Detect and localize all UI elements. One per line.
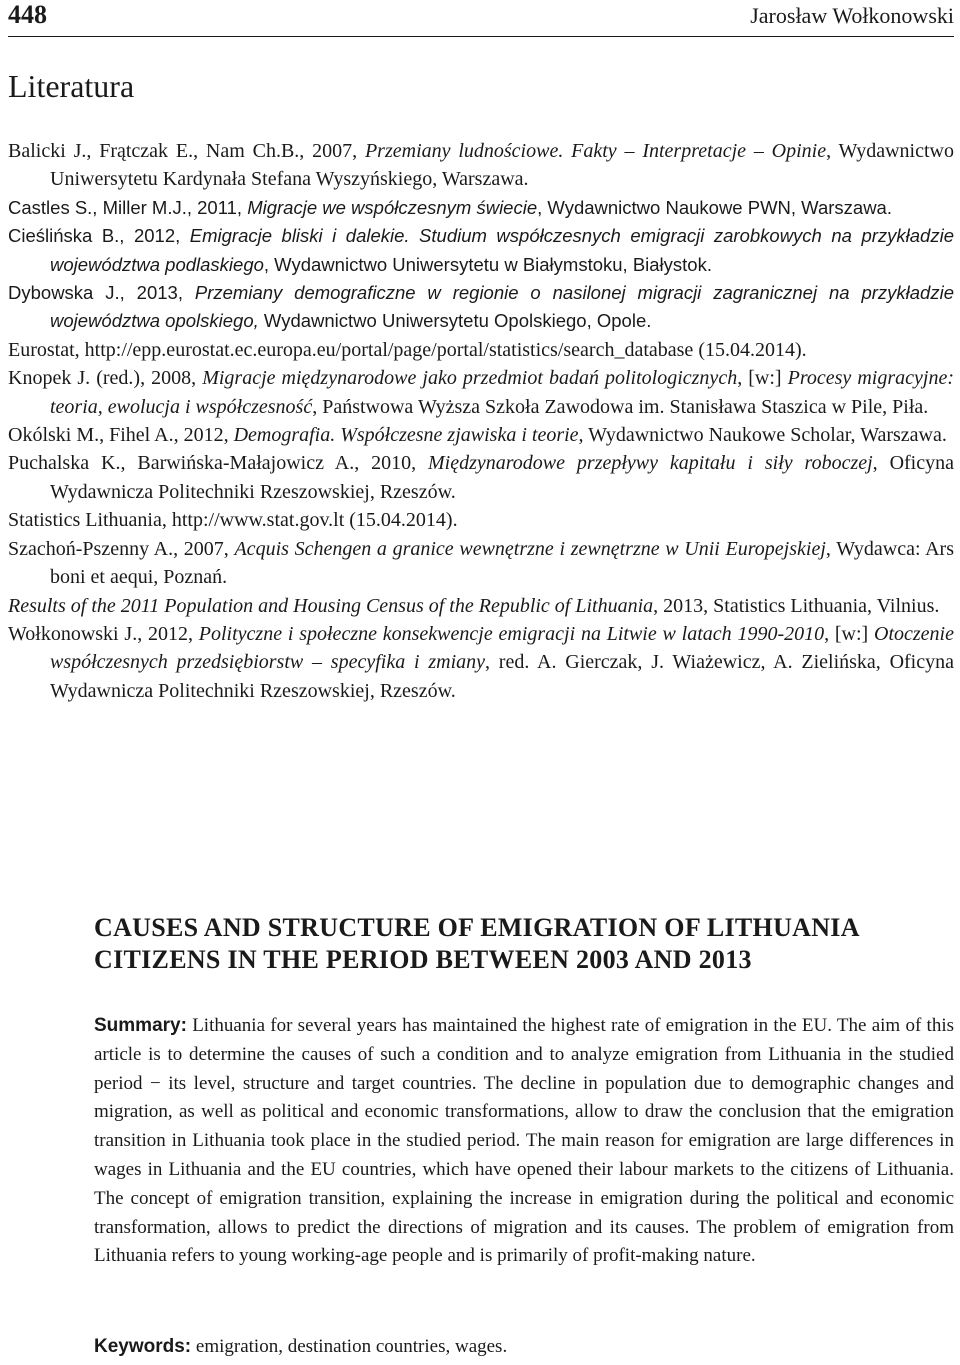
running-head-author: Jarosław Wołkonowski bbox=[750, 3, 954, 28]
summary-label: Summary: bbox=[94, 1015, 187, 1036]
keywords-label: Keywords: bbox=[94, 1336, 192, 1357]
reference-item: Balicki J., Frątczak E., Nam Ch.B., 2007, Przemiany ludnościowe. Fakty – Interpretacje – Opinie, Wydawnictwo Uniwersytetu Kardynała Stefana Wyszyńskiego, Warszawa. bbox=[8, 140, 954, 191]
reference-item: Results of the 2011 Population and Housing Census of the Republic of Lithuania, 2013, Statistics Lithuania, Vilnius. bbox=[8, 594, 940, 617]
reference-item: Eurostat, http://epp.eurostat.ec.europa.eu/portal/page/portal/statistics/search_database (15.04.2014). bbox=[8, 338, 807, 361]
reference-list bbox=[8, 137, 954, 705]
header-divider bbox=[8, 36, 954, 37]
section-title: Literatura bbox=[8, 68, 135, 104]
english-article-title: CAUSES AND STRUCTURE OF EMIGRATION OF LITHUANIA CITIZENS IN THE PERIOD BETWEEN 2003 AND 2013 bbox=[94, 913, 859, 974]
reference-item: Szachoń-Pszenny A., 2007, Acquis Schengen a granice wewnętrzne i zewnętrzne w Unii Europejskiej, Wydawca: Ars boni et aequi, Poznań. bbox=[8, 537, 954, 589]
page-header bbox=[8, 0, 954, 32]
reference-item: Wołkonowski J., 2012, Polityczne i społeczne konsekwencje emigracji na Litwie w latach 1990-2010, [w:] Otoczenie współczesnych przedsiębiorstw – specyfika i zmiany, red. A. Gierczak, J. Wiażewicz, A. Zielińska, Oficyna Wydawnicza Politechniki Rzeszowskiej, Rzeszów. bbox=[8, 622, 954, 702]
reference-item: Puchalska K., Barwińska-Małajowicz A., 2010, Międzynarodowe przepływy kapitału i siły roboczej, Oficyna Wydawnicza Politechniki Rzeszowskiej, Rzeszów. bbox=[8, 452, 954, 503]
summary-text: Lithuania for several years has maintained the highest rate of emigration in the EU. The aim of this article is to determine the causes of such a condition and to analyze emigration from Lithuania in the studied period − its level, structure and target countries. The decline in population due to demographic changes and migration, as well as political and economic transformations, allow to draw the conclusion that the emigration transition in Lithuania took place in the studied period. The main reason for emigration are large differences in wages in Lithuania and the EU countries, which have opened their labour markets to the citizens of Lithuania. The concept of emigration transition, explaining the increase in emigration during the political and economic transformation, allows to predict the directions of migration and its causes. The problem of emigration from Lithuania refers to young working-age people and is primarily of profit-making nature. bbox=[94, 1015, 954, 1267]
page-number: 448 bbox=[8, 0, 47, 29]
summary-paragraph bbox=[94, 1012, 954, 1271]
keywords-text: emigration, destination countries, wages. bbox=[195, 1336, 508, 1357]
reference-item: Statistics Lithuania, http://www.stat.gov.lt (15.04.2014). bbox=[8, 509, 458, 532]
reference-item: Castles S., Miller M.J., 2011, Migracje we współczesnym świecie, Wydawnictwo Naukowe PWN, Warszawa. bbox=[8, 196, 892, 218]
reference-item: Cieślińska B., 2012, Emigracje bliski i dalekie. Studium współczesnych emigracji zarobkowych na przykładzie województwa podlaskiego, Wydawnictwo Uniwersytetu w Białymstoku, Białystok. bbox=[8, 225, 954, 275]
keywords-line bbox=[94, 1333, 954, 1361]
reference-item: Knopek J. (red.), 2008, Migracje międzynarodowe jako przedmiot badań politologicznych, [w:] Procesy migracyjne: teoria, ewolucja i współczesność, Państwowa Wyższa Szkoła Zawodowa im. Stanisława Staszica w Pile, Piła. bbox=[8, 367, 954, 418]
reference-item: Dybowska J., 2013, Przemiany demograficzne w regionie o nasilonej migracji zagranicznej na przykładzie województwa opolskiego, Wydawnictwo Uniwersytetu Opolskiego, Opole. bbox=[8, 282, 954, 332]
reference-item: Okólski M., Fihel A., 2012, Demografia. Współczesne zjawiska i teorie, Wydawnictwo Naukowe Scholar, Warszawa. bbox=[8, 424, 947, 447]
